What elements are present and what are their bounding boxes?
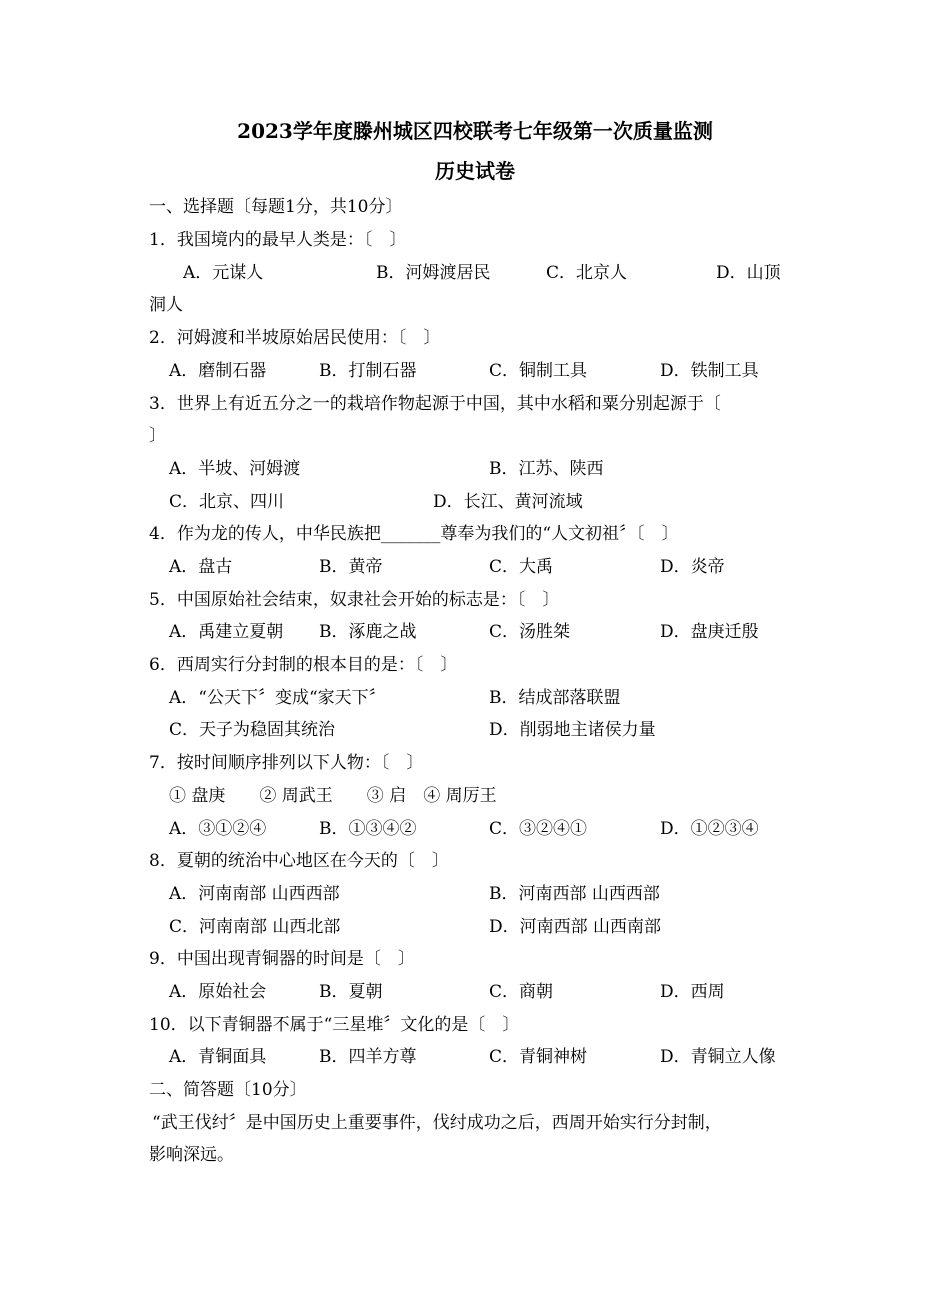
question-option: B．涿鹿之战 xyxy=(319,622,417,642)
document-title: 2023学年度滕州城区四校联考七年级第一次质量监测 xyxy=(237,119,713,143)
section-heading: 一、选择题〔每题1分，共10分〕 xyxy=(149,197,403,217)
question-option: A．盘古 xyxy=(169,557,233,577)
question-option: D．河南西部 山西南部 xyxy=(489,917,662,937)
question-option: A．元谋人 xyxy=(183,263,264,283)
question-option: A．磨制石器 xyxy=(169,361,267,381)
question-option: D．削弱地主诸侯力量 xyxy=(489,720,656,740)
question-continuation: 〕 xyxy=(149,426,166,446)
question-stem: 3．世界上有近五分之一的栽培作物起源于中国，其中水稻和粟分别起源于〔 xyxy=(149,394,721,414)
question-option: A．“公天下〞变成“家天下〞 xyxy=(169,688,386,708)
paragraph-line: “武王伐纣〞是中国历史上重要事件，伐纣成功之后，西周开始实行分封制， xyxy=(152,1113,722,1133)
question-option: B．夏朝 xyxy=(319,982,383,1002)
question-option: D．铁制工具 xyxy=(660,361,759,381)
question-items: ① 盘庚 ② 周武王 ③ 启 ④ 周厉王 xyxy=(169,786,497,806)
question-option: B．打制石器 xyxy=(319,361,417,381)
section-heading: 二、简答题〔10分〕 xyxy=(149,1080,307,1100)
question-option: C．北京、四川 xyxy=(169,492,285,512)
question-stem: 1．我国境内的最早人类是：〔 〕 xyxy=(149,230,407,250)
question-option: D．炎帝 xyxy=(660,557,725,577)
question-stem: 5．中国原始社会结束，奴隶社会开始的标志是：〔 〕 xyxy=(149,590,560,610)
question-stem: 9．中国出现青铜器的时间是〔 〕 xyxy=(149,949,415,969)
question-stem: 6．西周实行分封制的根本目的是：〔 〕 xyxy=(149,655,458,675)
question-option: D．青铜立人像 xyxy=(660,1047,776,1067)
question-option: A．青铜面具 xyxy=(169,1047,267,1067)
question-option: A．半坡、河姆渡 xyxy=(169,459,301,479)
question-option: B．河南西部 山西西部 xyxy=(489,884,660,904)
question-stem: 7．按时间顺序排列以下人物：〔 〕 xyxy=(149,753,424,773)
question-option: C．大禹 xyxy=(489,557,554,577)
question-option: A．禹建立夏朝 xyxy=(169,622,284,642)
question-continuation: 洞人 xyxy=(149,295,183,315)
question-option: B．黄帝 xyxy=(319,557,383,577)
paragraph-line: 影响深远。 xyxy=(149,1145,234,1165)
question-option: A．河南南部 山西西部 xyxy=(169,884,340,904)
question-option: A．③①②④ xyxy=(169,819,267,839)
question-option: D．山顶 xyxy=(716,263,781,283)
question-stem: 2．河姆渡和半坡原始居民使用：〔 〕 xyxy=(149,328,441,348)
question-option: C．天子为稳固其统治 xyxy=(169,720,336,740)
question-option: C．北京人 xyxy=(546,263,628,283)
question-option: B．河姆渡居民 xyxy=(376,263,491,283)
question-option: D．盘庚迁殷 xyxy=(660,622,759,642)
question-option: C．③②④① xyxy=(489,819,588,839)
question-stem: 8．夏朝的统治中心地区在今天的〔 〕 xyxy=(149,851,449,871)
question-option: C．商朝 xyxy=(489,982,554,1002)
question-option: B．江苏、陕西 xyxy=(489,459,604,479)
question-option: C．河南南部 山西北部 xyxy=(169,917,341,937)
question-option: C．铜制工具 xyxy=(489,361,588,381)
question-stem: 4．作为龙的传人，中华民族把_______尊奉为我们的“人文初祖〞〔 〕 xyxy=(149,524,679,544)
question-option: B．四羊方尊 xyxy=(319,1047,417,1067)
document-subtitle: 历史试卷 xyxy=(435,159,515,183)
question-option: C．汤胜桀 xyxy=(489,622,571,642)
question-stem: 10．以下青铜器不属于“三星堆〞文化的是〔 〕 xyxy=(149,1015,520,1035)
question-option: B．结成部落联盟 xyxy=(489,688,621,708)
question-option: C．青铜神树 xyxy=(489,1047,588,1067)
question-option: D．长江、黄河流域 xyxy=(433,492,583,512)
question-option: B．①③④② xyxy=(319,819,417,839)
question-option: D．①②③④ xyxy=(660,819,759,839)
question-option: A．原始社会 xyxy=(169,982,267,1002)
question-option: D．西周 xyxy=(660,982,725,1002)
